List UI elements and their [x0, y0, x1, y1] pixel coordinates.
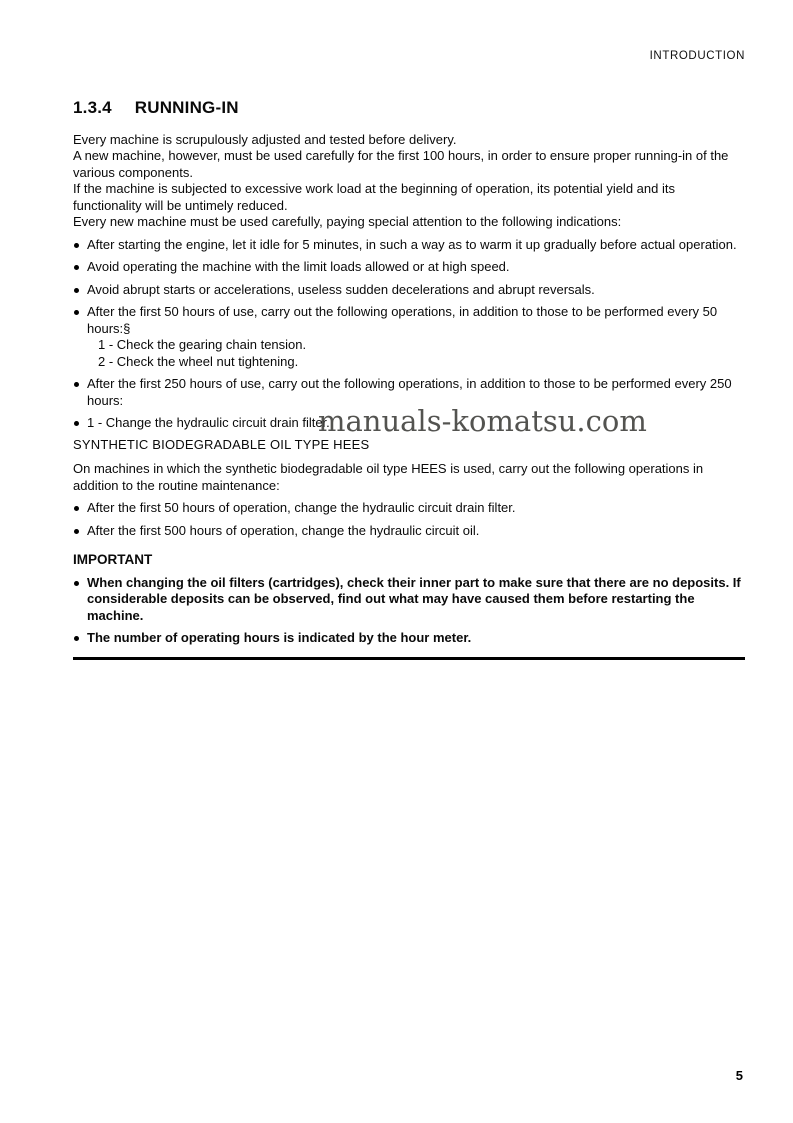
section-heading: [73, 100, 745, 117]
paragraph: Every new machine must be used carefully, paying special attention to the following indications:: [73, 214, 622, 229]
bullet-text: 1 - Change the hydraulic circuit drain filter.: [87, 415, 330, 430]
section-divider: [73, 657, 745, 660]
bullet-text: Avoid operating the machine with the limit loads allowed or at high speed.: [87, 259, 510, 274]
bullet-item: [73, 304, 745, 370]
bullet-icon: [74, 421, 79, 426]
bullet-icon: [74, 243, 79, 248]
paragraph: If the machine is subjected to excessive work load at the beginning of operation, its potential yield and its functionality will be untimely reduced.: [73, 181, 675, 213]
important-bullet-list: [73, 575, 745, 647]
bullet-text: After starting the engine, let it idle for 5 minutes, in such a way as to warm it up gradually before actual operation.: [87, 236, 737, 252]
bullet-icon: [74, 310, 79, 315]
running-in-bullet-list: [73, 237, 745, 432]
bullet-text: After the first 50 hours of use, carry out the following operations, in addition to those to be performed every 50 hours:§: [87, 304, 718, 336]
paragraph: Every machine is scrupulously adjusted and tested before delivery.: [73, 131, 457, 147]
header-label: INTRODUCTION: [649, 50, 745, 62]
bullet-subitem: 1 - Check the gearing chain tension.: [98, 337, 307, 352]
hees-heading: SYNTHETIC BIODEGRADABLE OIL TYPE HEES: [73, 436, 370, 452]
bullet-text: After the first 500 hours of operation, change the hydraulic circuit oil.: [87, 522, 480, 538]
section-title: RUNNING-IN: [134, 98, 239, 117]
bullet-icon: [74, 636, 79, 641]
bullet-icon: [74, 382, 79, 387]
bullet-item: [73, 259, 745, 276]
page-header: [650, 50, 745, 62]
bullet-item: [73, 237, 745, 254]
bullet-icon: [74, 529, 79, 534]
page-content: [73, 100, 745, 660]
bullet-item: [73, 500, 745, 517]
bullet-text: Avoid abrupt starts or accelerations, useless sudden decelerations and abrupt reversals.: [87, 281, 595, 297]
bullet-text: The number of operating hours is indicated by the hour meter.: [87, 630, 472, 645]
bullet-item: [73, 415, 745, 432]
bullet-icon: [74, 581, 79, 586]
bullet-text: When changing the oil filters (cartridges), check their inner part to make sure that there are no deposits. If considerable deposits can be observed, find out what may have caused them before restarting the machine.: [87, 574, 741, 623]
hees-bullet-list: [73, 500, 745, 539]
bullet-subitem: 2 - Check the wheel nut tightening.: [98, 353, 299, 369]
bullet-item: [73, 630, 745, 647]
bullet-item: [73, 282, 745, 299]
bullet-icon: [74, 288, 79, 293]
bullet-item: [73, 523, 745, 540]
bullet-text: After the first 50 hours of operation, change the hydraulic circuit drain filter.: [87, 500, 516, 515]
bullet-icon: [74, 506, 79, 511]
page-number: 5: [735, 1068, 743, 1083]
bullet-text: After the first 250 hours of use, carry out the following operations, in addition to those to be performed every 250 hours:: [87, 376, 732, 408]
bullet-item: [73, 575, 745, 625]
bullet-icon: [74, 265, 79, 270]
paragraph: On machines in which the synthetic biodegradable oil type HEES is used, carry out the following operations in addition to the routine maintenance:: [73, 461, 704, 493]
watermark: manuals-komatsu.com: [318, 404, 647, 438]
important-heading: IMPORTANT: [73, 552, 153, 567]
bullet-item: [73, 376, 745, 409]
paragraph: A new machine, however, must be used carefully for the first 100 hours, in order to ensure proper running-in of the various components.: [73, 148, 729, 180]
section-number: 1.3.4: [73, 98, 112, 117]
